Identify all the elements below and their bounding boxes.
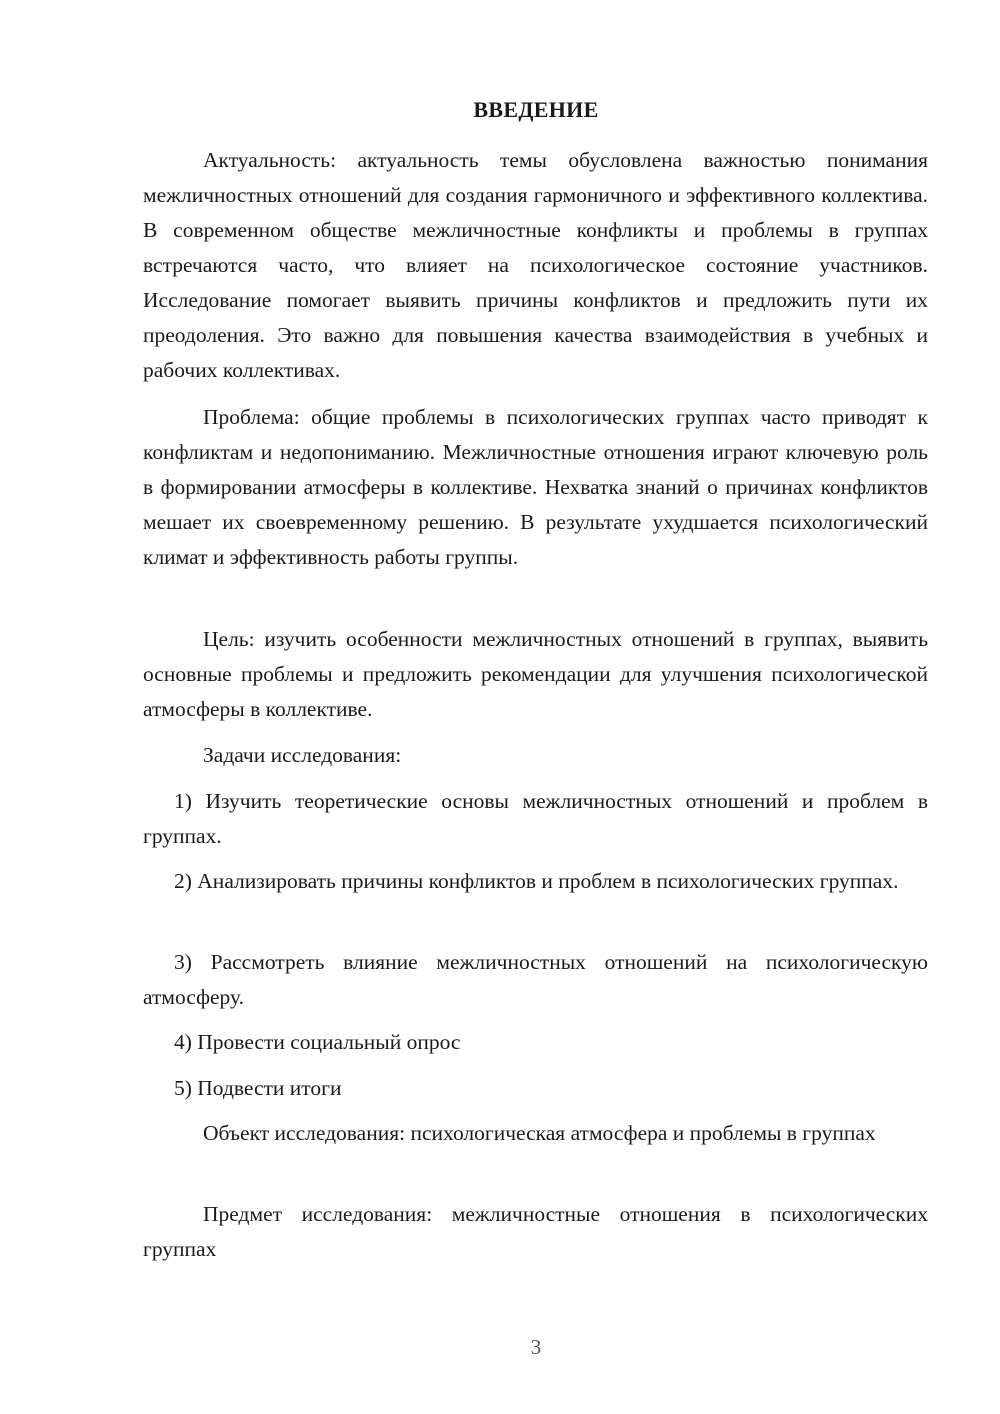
- paragraph-problem: Проблема: общие проблемы в психологических группах часто приводят к конфликтам и недопониманию. Межличностные отношения играют ключевую роль в формировании атмосферы в коллективе. Нехватка знаний о причинах конфликтов мешает их своевременному решению. В результате ухудшается психологический климат и эффективность работы группы.: [143, 405, 928, 569]
- task-item-1: 1) Изучить теоретические основы межличностных отношений и проблем в группах.: [143, 789, 928, 848]
- page-title: ВВЕДЕНИЕ: [473, 97, 599, 122]
- task-item-5: 5) Подвести итоги: [174, 1076, 342, 1100]
- paragraph-relevance: Актуальность: актуальность темы обусловлена важностью понимания межличностных отношений для создания гармоничного и эффективного коллектива. В современном обществе межличностные конфликты и проблемы в группах встречаются часто, что влияет на психологическое состояние участников. Исследование помогает выявить причины конфликтов и предложить пути их преодоления. Это важно для повышения качества взаимодействия в учебных и рабочих коллективах.: [143, 148, 928, 382]
- paragraph-object: Объект исследования: психологическая атмосфера и проблемы в группах: [203, 1121, 876, 1145]
- paragraph-goal: Цель: изучить особенности межличностных отношений в группах, выявить основные проблемы и предложить рекомендации для улучшения психологической атмосферы в коллективе.: [143, 627, 928, 721]
- task-item-2: 2) Анализировать причины конфликтов и проблем в психологических группах.: [174, 869, 899, 893]
- tasks-heading: Задачи исследования:: [203, 743, 402, 767]
- paragraph-subject: Предмет исследования: межличностные отношения в психологических группах: [143, 1202, 928, 1261]
- page-number: 3: [530, 1335, 542, 1359]
- task-item-4: 4) Провести социальный опрос: [174, 1030, 461, 1054]
- task-item-3: 3) Рассмотреть влияние межличностных отношений на психологическую атмосферу.: [143, 950, 928, 1009]
